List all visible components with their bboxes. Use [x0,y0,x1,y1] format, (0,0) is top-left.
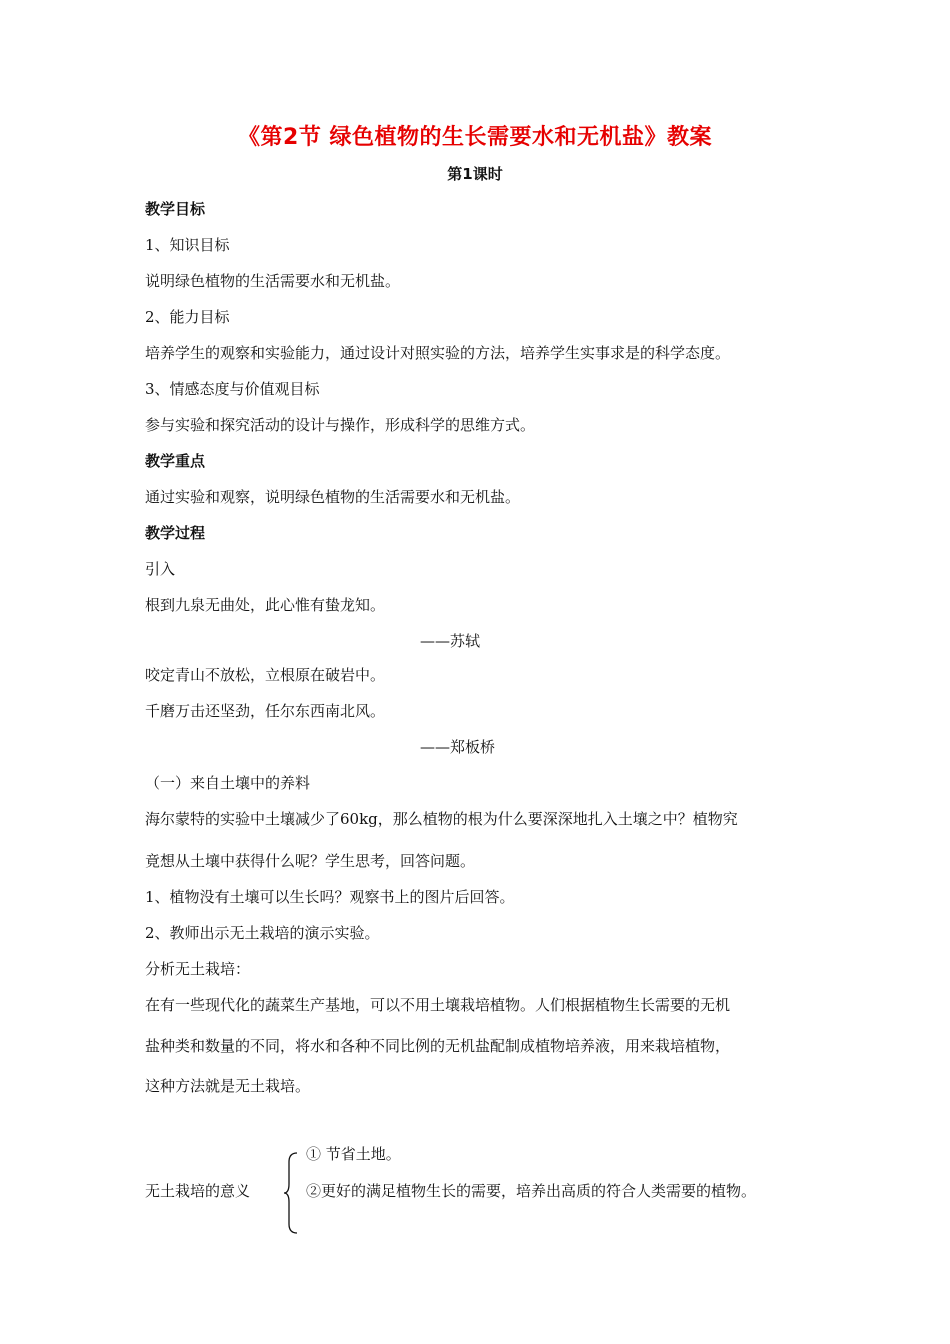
section-heading: 教学目标 [145,200,206,218]
text-line: 培养学生的观察和实验能力，通过设计对照实验的方法，培养学生实事求是的科学态度。 [145,344,731,362]
text-line: 通过实验和观察，说明绿色植物的生活需要水和无机盐。 [145,488,521,506]
text-line: 在有一些现代化的蔬菜生产基地，可以不用土壤栽培植物。人们根据植物生长需要的无机 [145,996,731,1014]
text-line: 参与实验和探究活动的设计与操作，形成科学的思维方式。 [145,416,536,434]
text-line: 这种方法就是无土栽培。 [145,1077,311,1095]
text-line: 引入 [145,560,176,578]
text-line: 分析无土栽培： [145,960,251,978]
significance-label: 无土栽培的意义 [145,1182,251,1200]
document-subtitle: 第1课时 [447,165,503,183]
document-title: 《第2节 绿色植物的生长需要水和无机盐》教案 [238,125,712,150]
text-line: 2、教师出示无土栽培的演示实验。 [145,924,380,942]
poem-attribution: ——郑板桥 [420,738,496,756]
text-line: 根到九泉无曲处，此心惟有蛰龙知。 [145,596,386,614]
significance-item: ① 节省土地。 [306,1145,401,1163]
text-line: 1、植物没有土壤可以生长吗？观察书上的图片后回答。 [145,888,515,906]
significance-item: ②更好的满足植物生长的需要，培养出高质的符合人类需要的植物。 [306,1182,757,1200]
section-heading: 教学重点 [145,452,206,470]
text-line: 咬定青山不放松，立根原在破岩中。 [145,666,386,684]
text-line: 3、情感态度与价值观目标 [145,380,320,398]
brace-icon [283,1152,299,1234]
poem-attribution: ——苏轼 [420,632,481,650]
text-line: 千磨万击还坚劲，任尔东西南北风。 [145,702,386,720]
text-line: 竟想从土壤中获得什么呢？学生思考，回答问题。 [145,852,476,870]
section-heading: 教学过程 [145,524,206,542]
text-line: 1、知识目标 [145,236,230,254]
text-line: 盐种类和数量的不同，将水和各种不同比例的无机盐配制成植物培养液，用来栽培植物， [145,1037,731,1055]
text-line: 海尔蒙特的实验中土壤减少了60kg，那么植物的根为什么要深深地扎入土壤之中？植物究 [145,810,738,828]
text-line: 2、能力目标 [145,308,230,326]
text-line: （一）来自土壤中的养料 [145,774,311,792]
text-line: 说明绿色植物的生活需要水和无机盐。 [145,272,401,290]
